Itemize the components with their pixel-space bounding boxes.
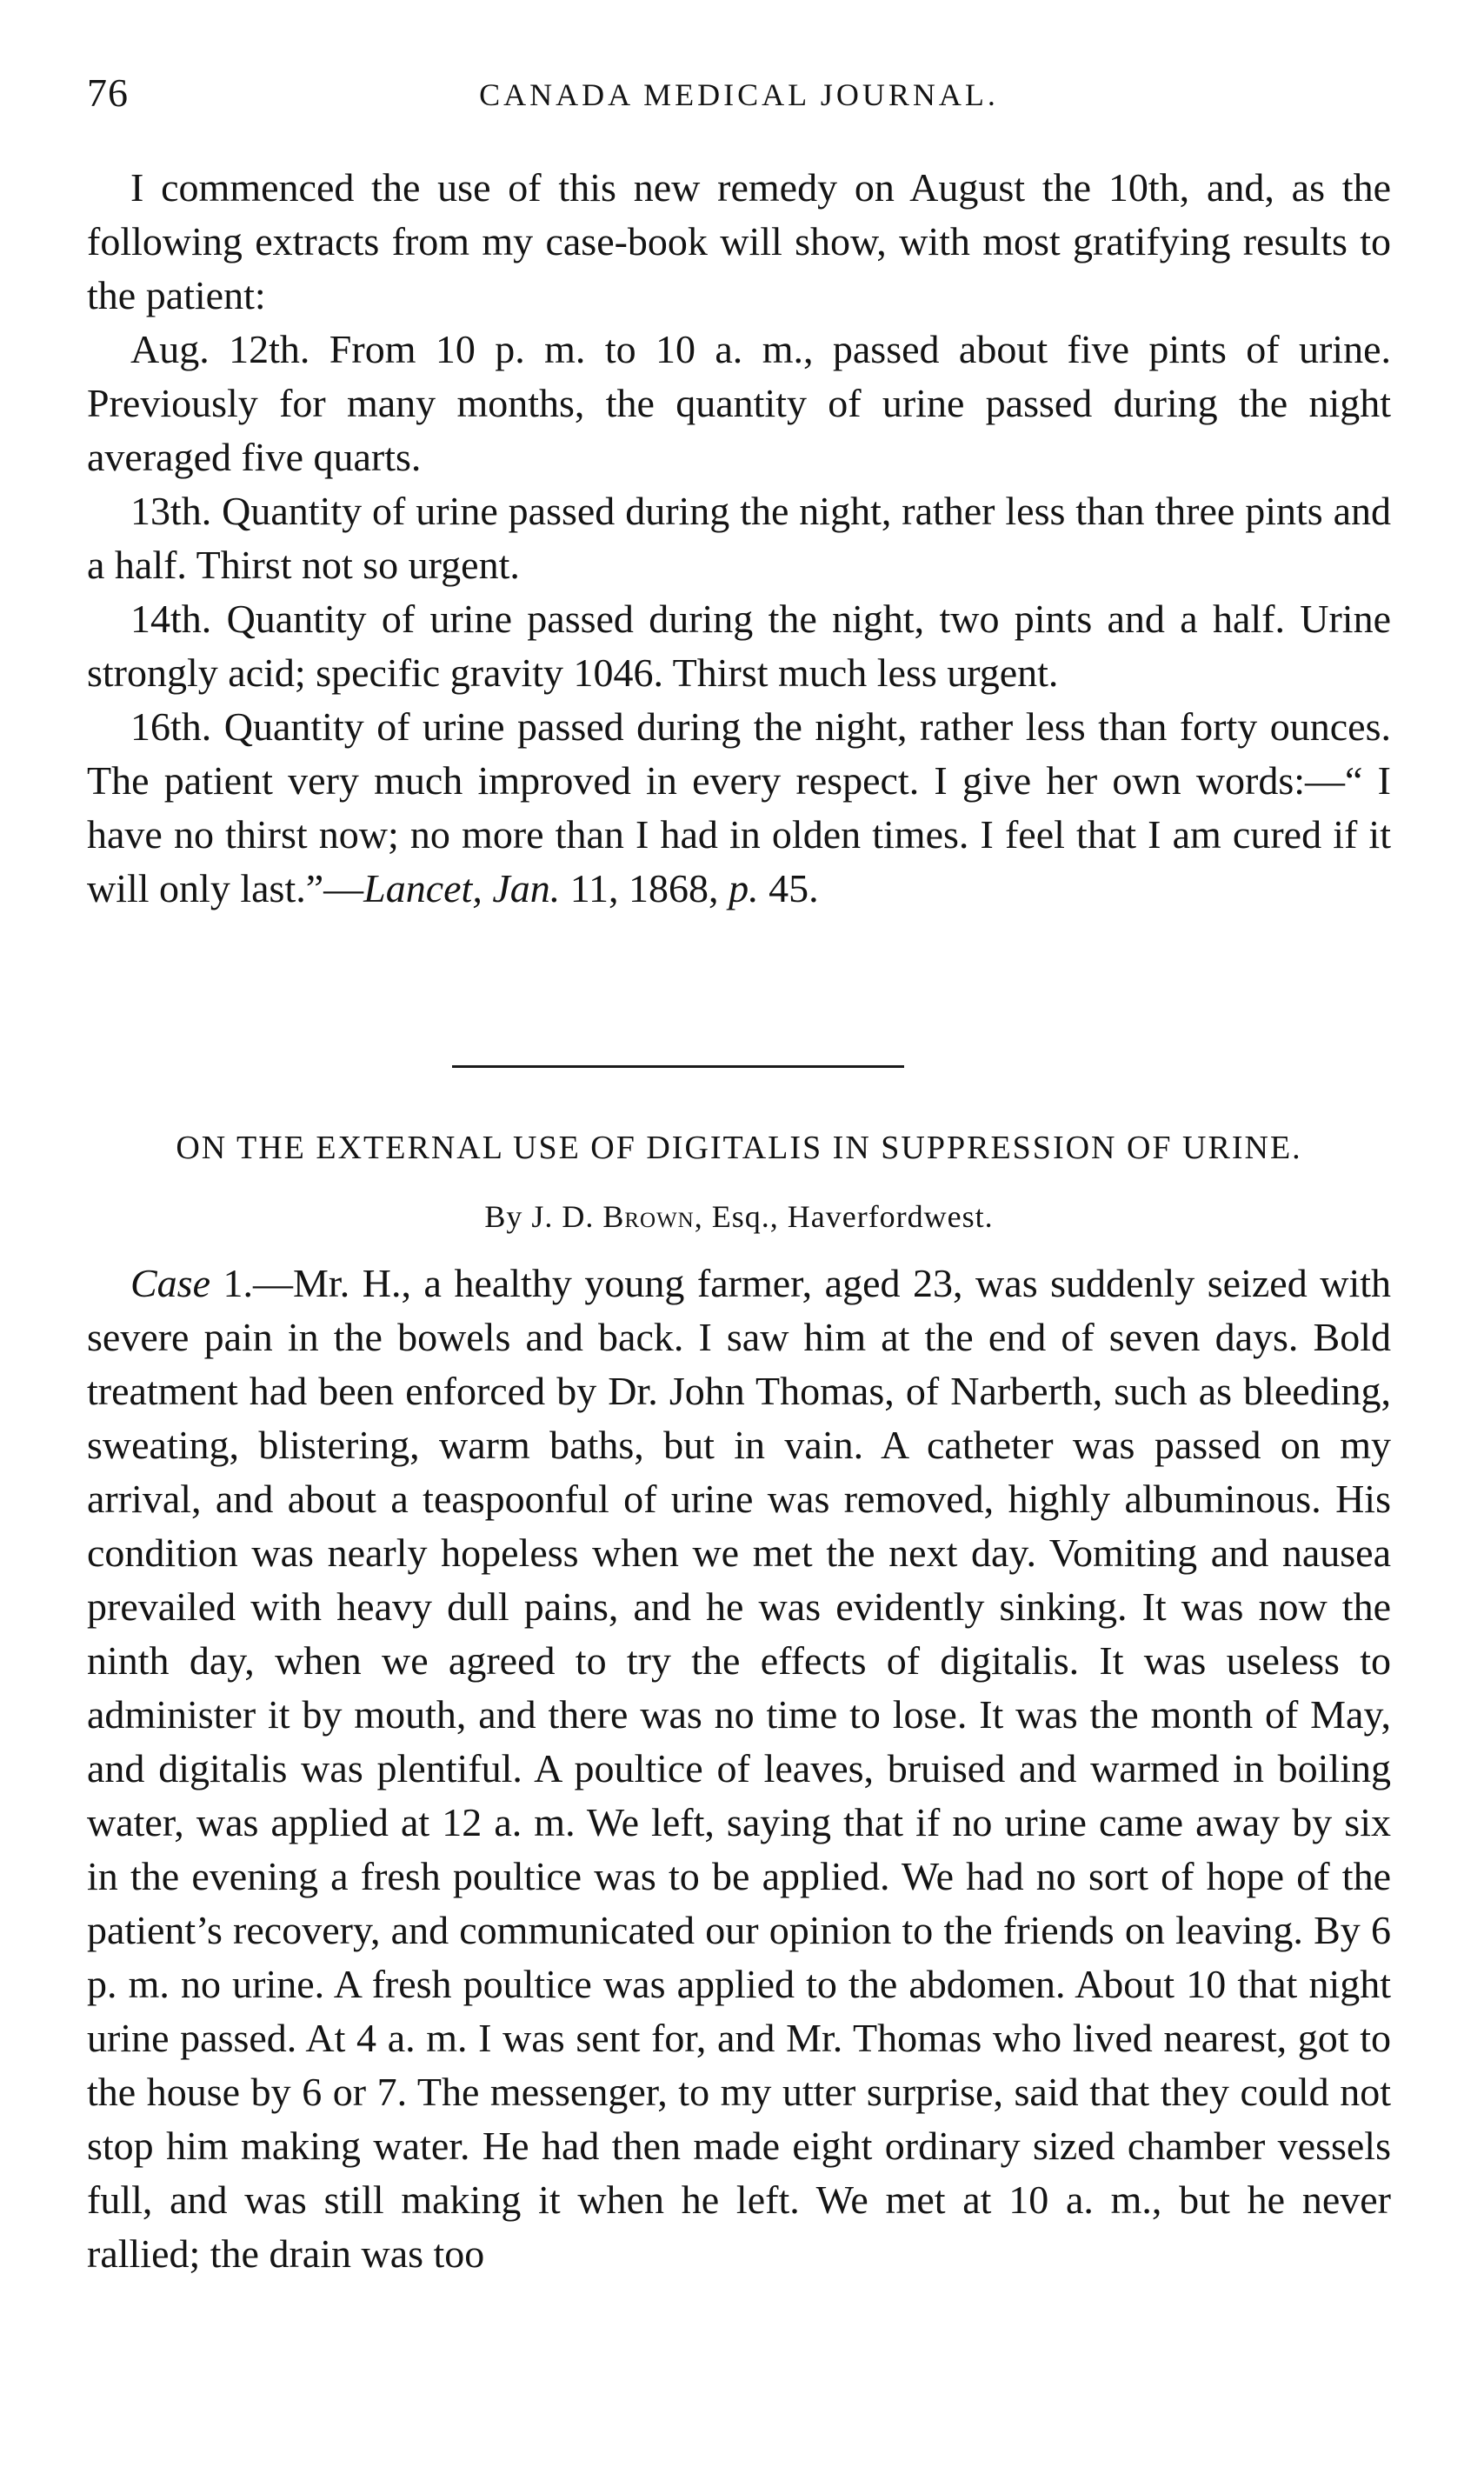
case-label: Case bbox=[130, 1261, 210, 1305]
citation-p: p. bbox=[729, 866, 759, 910]
article-title: ON THE EXTERNAL USE OF DIGITALIS IN SUPPRESSION OF URINE. bbox=[176, 1130, 1302, 1166]
second-article-body bbox=[87, 1257, 1391, 2281]
paragraph: 13th. Quantity of urine passed during the night, rather less than three pints and a half. Thirst not so urgent. bbox=[87, 489, 1391, 587]
paragraph bbox=[87, 700, 1391, 916]
byline bbox=[87, 1198, 1391, 1235]
paragraph: I commenced the use of this new remedy on August the 10th, and, as the following extracts from my case-book will show, with most gratifying results to the patient: bbox=[87, 165, 1391, 317]
byline-prefix: By J. D. bbox=[484, 1199, 603, 1234]
page-number: 76 bbox=[87, 70, 129, 115]
page-header bbox=[87, 70, 1391, 130]
paragraph: Aug. 12th. From 10 p. m. to 10 a. m., passed about five pints of urine. Previously for many months, the quantity of urine passed during the night averaged five quarts. bbox=[87, 327, 1391, 479]
citation-journal: Lancet, Jan. bbox=[363, 866, 561, 910]
case-paragraph bbox=[87, 1257, 1391, 2281]
section-divider bbox=[452, 1065, 904, 1068]
paragraph: 14th. Quantity of urine passed during the night, two pints and a half. Urine strongly acid; specific gravity 1046. Thirst much less urgent. bbox=[87, 597, 1391, 695]
citation-page: 45. bbox=[758, 866, 819, 910]
citation-date: 11, 1868, bbox=[560, 866, 729, 910]
running-head: CANADA MEDICAL JOURNAL. bbox=[479, 77, 999, 112]
byline-name: Brown bbox=[602, 1199, 695, 1234]
first-article-body bbox=[87, 161, 1391, 916]
case-text: 1.—Mr. H., a healthy young farmer, aged 23, was suddenly seized with severe pain in the bowels and back. I saw him at the end of seven days. Bold treatment had been enforced by Dr. John Thomas, of Narberth, such as bleeding, sweating, blistering, warm baths, but in vain. A catheter was passed on my arrival, and about a teaspoonful of urine was removed, highly albuminous. His condition was nearly hopeless when we met the next day. Vomiting and nausea prevailed with heavy dull pains, and he was evidently sinking. It was now the ninth day, when we agreed to try the effects of digitalis. It was useless to administer it by mouth, and there was no time to lose. It was the month of May, and digitalis was plentiful. A poultice of leaves, bruised and warmed in boiling water, was applied at 12 a. m. We left, saying that if no urine came away by six in the evening a fresh poultice was to be applied. We had no sort of hope of the patient’s recovery, and communicated our opinion to the friends on leaving. By 6 p. m. no urine. A fresh poultice was applied to the abdomen. About 10 that night urine passed. At 4 a. m. I was sent for, and Mr. Thomas who lived nearest, got to the house by 6 or 7. The messenger, to my utter surprise, said that they could not stop him making water. He had then made eight ordinary sized chamber vessels full, and was still making it when he left. We met at 10 a. m., but he never rallied; the drain was too bbox=[87, 1261, 1391, 2276]
byline-suffix: , Esq., Haverfordwest. bbox=[694, 1199, 994, 1234]
paragraph-text: 16th. Quantity of urine passed during the night, rather less than forty ounces. The patient very much improved in every respect. I give her own words:—“ I have no thirst now; no more than I had in olden times. I feel that I am cured if it will only last.”— bbox=[87, 704, 1391, 910]
